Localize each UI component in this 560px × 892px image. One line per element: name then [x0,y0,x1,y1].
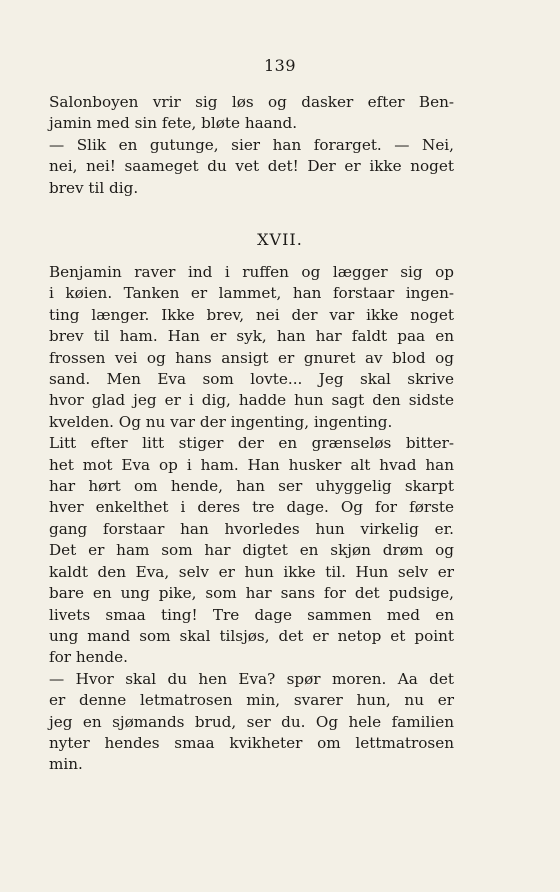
text-line: Litt efter litt stiger der en grænseløs bitter- [49,434,454,453]
paragraph [49,92,454,135]
text-line: nei, nei! saameget du vet det! Der er ikke noget [49,157,454,176]
text-line: gang forstaar han hvorledes hun virkelig er. [49,519,454,538]
text-line: — Hvor skal du hen Eva? spør moren. Aa det [49,669,454,688]
text-block-bottom [49,262,454,776]
text-line: jamin med sin fete, bløte haand. [49,114,298,133]
text-line: kaldt den Eva, selv er hun ikke til. Hun selv er [49,562,454,581]
text-line: brev til ham. Han er syk, han har faldt paa en [49,327,454,346]
text-line: nyter hendes smaa kvikheter om lettmatrosen [49,733,454,752]
text-line: — Slik en gutunge, sier han forarget. — Nei, [49,135,454,154]
text-line: hvor glad jeg er i dig, hadde hun sagt den sidste [49,391,454,410]
text-line: min. [49,755,83,774]
page-number: 139 [263,56,297,75]
text-line: for hende. [49,648,128,667]
text-line: bare en ung pike, som har sans for det pudsige, [49,584,454,603]
text-line: kvelden. Og nu var der ingenting, ingenting. [49,412,393,431]
text-line: Benjamin raver ind i ruffen og lægger sig op [49,263,454,281]
text-line: ung mand som skal tilsjøs, det er netop et point [49,626,454,645]
text-line: ting længer. Ikke brev, nei der var ikke noget [49,305,454,324]
paragraph [49,669,454,776]
text-line: frossen vei og hans ansigt er gnuret av blod og [49,348,454,367]
chapter-heading: XVII. [257,230,303,249]
text-line: het mot Eva op i ham. Han husker alt hvad han [49,455,454,474]
text-line: sand. Men Eva som lovte... Jeg skal skrive [49,370,454,389]
text-line: brev til dig. [49,178,139,197]
text-line: Salonboyen vrir sig løs og dasker efter Ben- [49,93,454,111]
text-line: er denne letmatrosen min, svarer hun, nu er [49,691,454,710]
text-line: har hørt om hende, han ser uhyggelig skarpt [49,477,454,496]
text-block-top [49,92,454,199]
paragraph [49,262,454,433]
text-line: hver enkelthet i deres tre dage. Og for første [49,498,454,517]
paragraph [49,433,454,668]
text-line: jeg en sjømands brud, ser du. Og hele familien [49,712,454,731]
text-line: i køien. Tanken er lammet, han forstaar ingen- [49,284,454,303]
paragraph [49,135,454,199]
text-line: Det er ham som har digtet en skjøn drøm og [49,541,454,560]
text-line: livets smaa ting! Tre dage sammen med en [49,605,454,624]
